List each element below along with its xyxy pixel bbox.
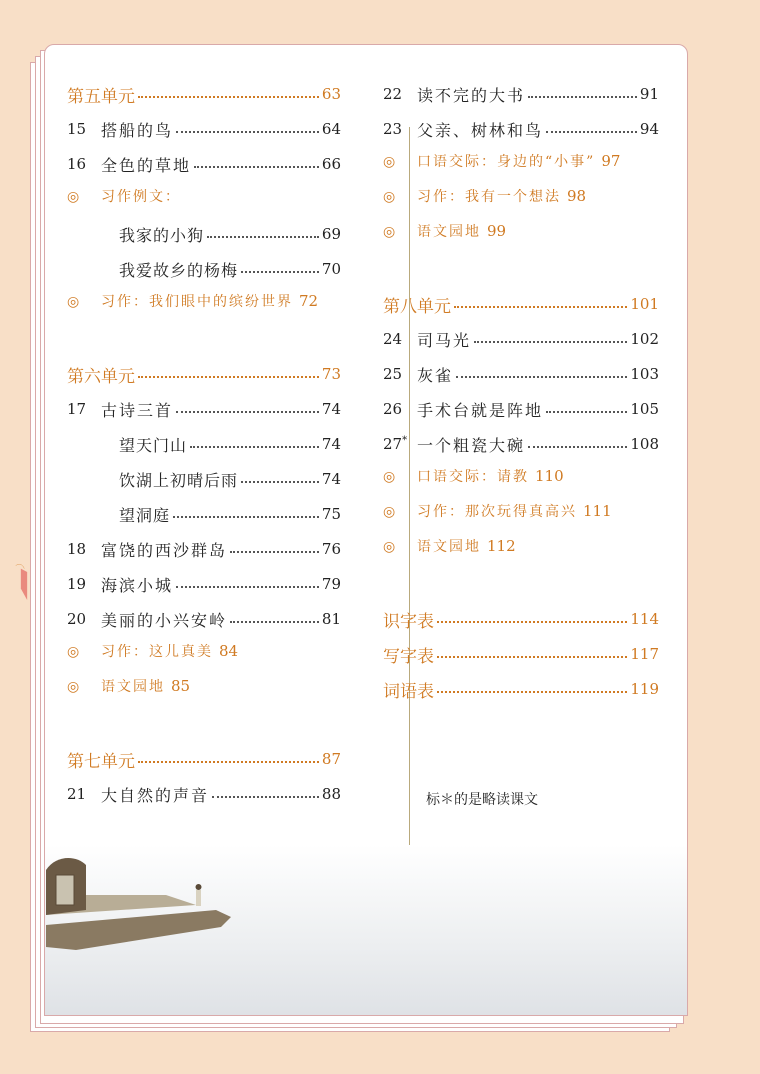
toc-entry[interactable]: [383, 186, 659, 212]
toc-page-number: 74: [321, 470, 341, 488]
lesson-number: 18: [67, 540, 87, 558]
toc-entry[interactable]: [383, 501, 659, 527]
toc-entry[interactable]: [383, 291, 659, 317]
lesson-number: 19: [67, 575, 87, 593]
toc-entry-title: 灰雀: [417, 365, 454, 385]
toc-page-number: 119: [630, 680, 659, 698]
dot-leader: [456, 376, 627, 378]
dot-leader: [194, 166, 319, 168]
toc-page-number: 111: [583, 502, 612, 520]
toc-entry-title: 习作：这儿真美: [101, 644, 213, 660]
toc-entry[interactable]: [67, 256, 341, 282]
toc-page-number: 69: [321, 225, 341, 243]
bookmark-tag-icon: [0, 560, 44, 600]
toc-entry[interactable]: [383, 326, 659, 352]
toc-page-number: 97: [601, 152, 621, 170]
lesson-number: 25: [383, 365, 403, 383]
toc-page-number: 74: [321, 435, 341, 453]
toc-entry-title: 望天门山: [119, 435, 188, 455]
toc-entry[interactable]: [383, 536, 659, 562]
toc-page-number: 85: [171, 677, 191, 695]
toc-entry-title: 词语表: [383, 681, 434, 702]
toc-page-number: 91: [639, 85, 659, 103]
toc-page-number: 79: [321, 575, 341, 593]
toc-entry[interactable]: [67, 116, 341, 142]
toc-entry[interactable]: [67, 431, 341, 457]
toc-entry[interactable]: [383, 431, 659, 457]
toc-entry[interactable]: [67, 81, 341, 107]
toc-entry-title: 习作例文：: [101, 189, 181, 205]
toc-page-number: 87: [321, 750, 341, 768]
lesson-number: 26: [383, 400, 403, 418]
toc-entry-title: 第七单元: [67, 751, 135, 772]
lesson-number: 20: [67, 610, 87, 628]
toc-page-number: 72: [299, 292, 319, 310]
toc-entry[interactable]: [67, 501, 341, 527]
toc-page-number: 73: [321, 365, 341, 383]
toc-page-number: 117: [630, 645, 659, 663]
toc-entry[interactable]: [67, 676, 341, 702]
toc-entry-title: 第八单元: [383, 296, 451, 317]
toc-entry-title: 一个粗瓷大碗: [417, 435, 526, 455]
dot-leader: [176, 131, 319, 133]
dot-leader: [230, 551, 319, 553]
double-circle-icon: ◎: [383, 224, 396, 240]
toc-entry[interactable]: [67, 221, 341, 247]
toc-entry[interactable]: [67, 606, 341, 632]
dot-leader: [437, 691, 627, 693]
dot-leader: [138, 376, 319, 378]
toc-entry-title: 语文园地: [417, 224, 481, 240]
toc-entry[interactable]: [67, 151, 341, 177]
toc-entry[interactable]: [67, 641, 341, 667]
toc-entry-title: 全色的草地: [101, 155, 192, 175]
toc-page-number: 70: [321, 260, 341, 278]
toc-entry-title: 望洞庭: [119, 505, 171, 525]
toc-page-number: 74: [321, 400, 341, 418]
toc-entry-title: 司马光: [417, 330, 472, 350]
toc-entry-title: 我爱故乡的杨梅: [119, 260, 239, 280]
toc-page-number: 112: [487, 537, 516, 555]
dot-leader: [230, 621, 319, 623]
toc-entry[interactable]: [383, 221, 659, 247]
toc-page-number: 108: [630, 435, 659, 453]
dot-leader: [173, 516, 319, 518]
toc-entry-title: 语文园地: [417, 539, 481, 555]
toc-entry-title: 我家的小狗: [119, 225, 205, 245]
toc-entry-title: 富饶的西沙群岛: [101, 540, 228, 560]
toc-page-number: 66: [321, 155, 341, 173]
toc-page-number: 75: [321, 505, 341, 523]
toc-page-number: 103: [630, 365, 659, 383]
toc-entry[interactable]: [67, 466, 341, 492]
toc-entry[interactable]: [67, 361, 341, 387]
toc-entry-title: 父亲、树林和鸟: [417, 120, 544, 140]
dot-leader: [207, 236, 319, 238]
toc-entry[interactable]: [383, 606, 659, 632]
boat-illustration: [46, 855, 246, 955]
toc-entry-title: 古诗三首: [101, 400, 174, 420]
dot-leader: [138, 96, 319, 98]
lesson-number: 21: [67, 785, 87, 803]
toc-entry-title: 识字表: [383, 611, 434, 632]
toc-entry-title: 第六单元: [67, 366, 135, 387]
lesson-number: 27*: [383, 435, 408, 453]
double-circle-icon: ◎: [67, 189, 80, 205]
toc-page-number: 105: [630, 400, 659, 418]
toc-entry-title: 习作：我有一个想法: [417, 189, 561, 205]
toc-entry-title: 口语交际：请教: [417, 469, 529, 485]
toc-entry-title: 口语交际：身边的“小事”: [417, 154, 596, 170]
toc-page-number: 88: [321, 785, 341, 803]
toc-page-number: 76: [321, 540, 341, 558]
toc-entry-title: 搭船的鸟: [101, 120, 174, 140]
toc-entry-title: 海滨小城: [101, 575, 174, 595]
toc-entry[interactable]: [383, 676, 659, 702]
double-circle-icon: ◎: [383, 539, 396, 555]
lesson-number: 15: [67, 120, 87, 138]
dot-leader: [546, 411, 627, 413]
toc-entry[interactable]: [383, 116, 659, 142]
toc-page-number: 63: [321, 85, 341, 103]
dot-leader: [241, 271, 319, 273]
skim-reading-note: 标＊的是略读课文: [426, 792, 538, 808]
toc-entry[interactable]: [383, 151, 659, 177]
double-circle-icon: ◎: [383, 469, 396, 485]
toc-entry-title: 第五单元: [67, 86, 135, 107]
lesson-number: 22: [383, 85, 403, 103]
dot-leader: [241, 481, 319, 483]
toc-entry-title: 饮湖上初晴后雨: [119, 470, 239, 490]
toc-entry[interactable]: [383, 466, 659, 492]
lesson-number: 17: [67, 400, 87, 418]
toc-entry[interactable]: [67, 536, 341, 562]
toc-entry[interactable]: [67, 396, 341, 422]
toc-entry-title: 手术台就是阵地: [417, 400, 544, 420]
toc-entry[interactable]: [67, 571, 341, 597]
double-circle-icon: ◎: [67, 644, 80, 660]
double-circle-icon: ◎: [383, 504, 396, 520]
double-circle-icon: ◎: [67, 294, 80, 310]
toc-entry[interactable]: [383, 81, 659, 107]
toc-page-number: 64: [321, 120, 341, 138]
toc-page-number: 110: [535, 467, 564, 485]
dot-leader: [138, 761, 319, 763]
dot-leader: [176, 411, 319, 413]
toc-entry[interactable]: [67, 186, 341, 212]
double-circle-icon: ◎: [383, 154, 396, 170]
toc-entry[interactable]: [383, 396, 659, 422]
toc-entry-title: 大自然的声音: [101, 785, 210, 805]
toc-entry-title: 写字表: [383, 646, 434, 667]
toc-entry-title: 习作：那次玩得真高兴: [417, 504, 577, 520]
toc-entry[interactable]: [67, 291, 341, 317]
toc-entry[interactable]: [383, 641, 659, 667]
dot-leader: [454, 306, 627, 308]
toc-page-number: 114: [630, 610, 659, 628]
toc-page-number: 81: [321, 610, 341, 628]
skim-reading-star: *: [402, 435, 408, 446]
lesson-number: 23: [383, 120, 403, 138]
toc-entry[interactable]: [67, 781, 341, 807]
toc-page-number: 84: [219, 642, 239, 660]
toc-page-number: 94: [639, 120, 659, 138]
dot-leader: [437, 621, 627, 623]
toc-entry-title: 习作：我们眼中的缤纷世界: [101, 294, 293, 310]
dot-leader: [190, 446, 319, 448]
dot-leader: [528, 446, 627, 448]
lesson-number: 24: [383, 330, 403, 348]
toc-page-number: 101: [630, 295, 659, 313]
dot-leader: [528, 96, 637, 98]
lesson-number: 16: [67, 155, 87, 173]
double-circle-icon: ◎: [67, 679, 80, 695]
toc-entry-title: 读不完的大书: [417, 85, 526, 105]
toc-page-number: 99: [487, 222, 507, 240]
dot-leader: [474, 341, 627, 343]
dot-leader: [176, 586, 319, 588]
dot-leader: [212, 796, 319, 798]
toc-entry[interactable]: [67, 746, 341, 772]
toc-entry-title: 美丽的小兴安岭: [101, 610, 228, 630]
dot-leader: [437, 656, 627, 658]
toc-entry[interactable]: [383, 361, 659, 387]
toc-entry-title: 语文园地: [101, 679, 165, 695]
double-circle-icon: ◎: [383, 189, 396, 205]
dot-leader: [546, 131, 637, 133]
toc-page-number: 102: [630, 330, 659, 348]
toc-page-number: 98: [567, 187, 587, 205]
